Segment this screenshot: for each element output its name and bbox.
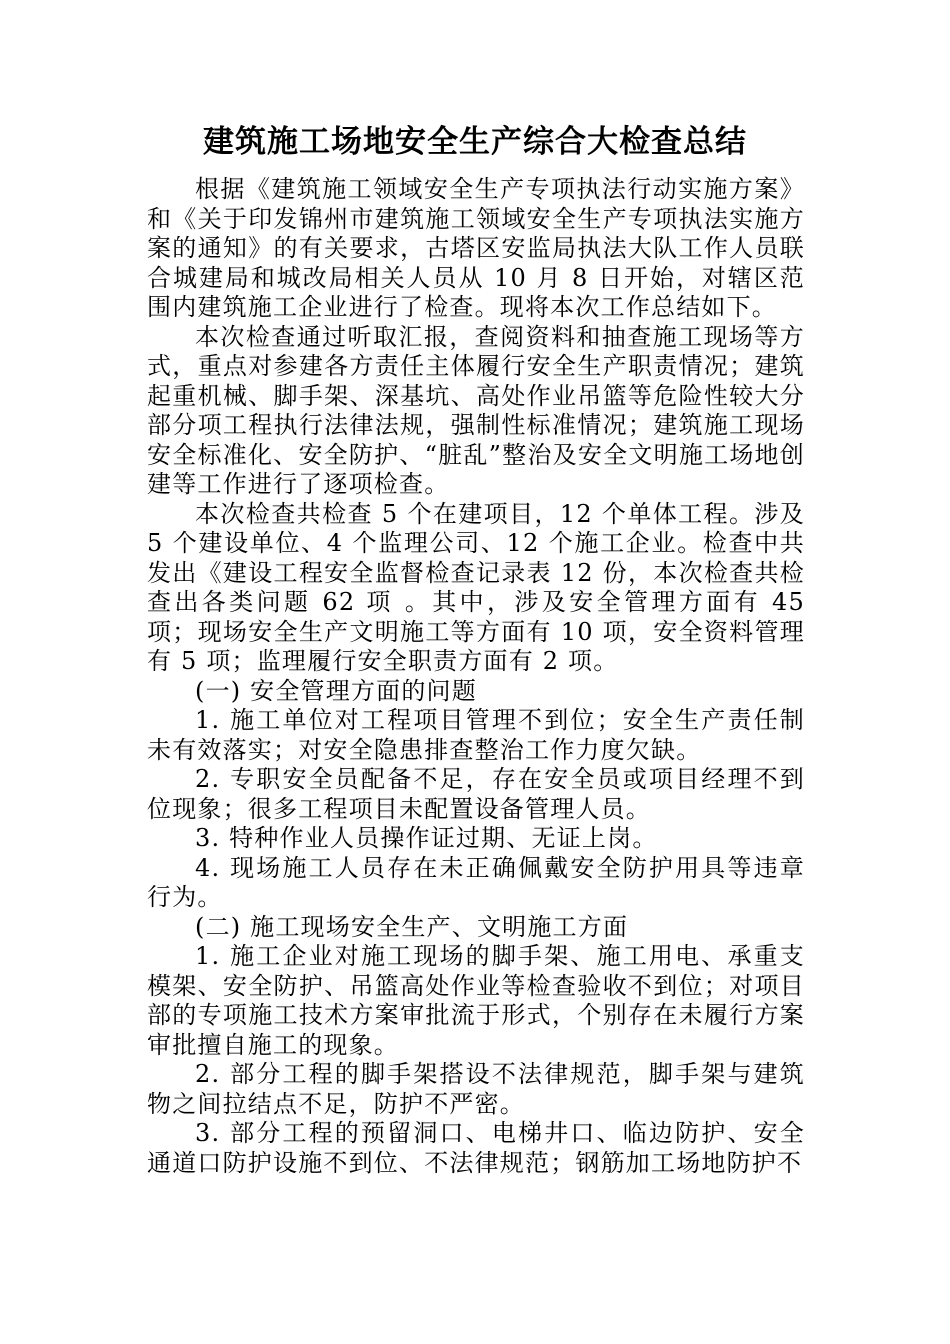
list-item: 3. 部分工程的预留洞口、电梯井口、临边防护、安全通道口防护设施不到位、不法律规范；钢筋加工场地防护不 <box>147 1119 805 1177</box>
document-body <box>147 175 805 1178</box>
list-item: 2. 部分工程的脚手架搭设不法律规范，脚手架与建筑物之间拉结点不足，防护不严密。 <box>147 1060 805 1118</box>
paragraph-statistics: 本次检查共检查 5 个在建项目，12 个单体工程。涉及 5 个建设单位、4 个监理公司、12 个施工企业。检查中共发出《建设工程安全监督检查记录表 12 份，本次检查共检查出各类问题 62 项 。其中，涉及安全管理方面有 45 项；现场安全生产文明施工等方面有 10 项，安全资料管理有 5 项；监理履行安全职责方面有 2 项。 <box>147 499 805 675</box>
document-title: 建筑施工场地安全生产综合大检查总结 <box>203 124 747 160</box>
list-item: 4. 现场施工人员存在未正确佩戴安全防护用具等违章行为。 <box>147 853 805 911</box>
paragraph-method: 本次检查通过听取汇报，查阅资料和抽查施工现场等方式，重点对参建各方责任主体履行安全生产职责情况；建筑起重机械、脚手架、深基坑、高处作业吊篮等危险性较大分部分项工程执行法律法规，强制性标准情况；建筑施工现场安全标准化、安全防护、“脏乱”整治及安全文明施工场地创建等工作进行了逐项检查。 <box>147 322 805 498</box>
section-heading-site-safety: (二) 施工现场安全生产、文明施工方面 <box>195 912 629 941</box>
list-item: 2. 专职安全员配备不足，存在安全员或项目经理不到位现象；很多工程项目未配置设备管理人员。 <box>147 765 805 823</box>
list-item: 1. 施工企业对施工现场的脚手架、施工用电、承重支模架、安全防护、吊篮高处作业等检查验收不到位；对项目部的专项施工技术方案审批流于形式，个别存在未履行方案审批擅自施工的现象。 <box>147 942 805 1059</box>
list-item: 3. 特种作业人员操作证过期、无证上岗。 <box>195 824 658 852</box>
list-item: 1. 施工单位对工程项目管理不到位；安全生产责任制未有效落实；对安全隐患排查整治工作力度欠缺。 <box>147 706 805 764</box>
section-heading-safety-management: (一) 安全管理方面的问题 <box>195 676 477 705</box>
paragraph-basis: 根据《建筑施工领域安全生产专项执法行动实施方案》和《关于印发锦州市建筑施工领域安全生产专项执法实施方案的通知》的有关要求，古塔区安监局执法大队工作人员联合城建局和城改局相关人员从 10 月 8 日开始，对辖区范围内建筑施工企业进行了检查。现将本次工作总结如下。 <box>147 175 805 321</box>
